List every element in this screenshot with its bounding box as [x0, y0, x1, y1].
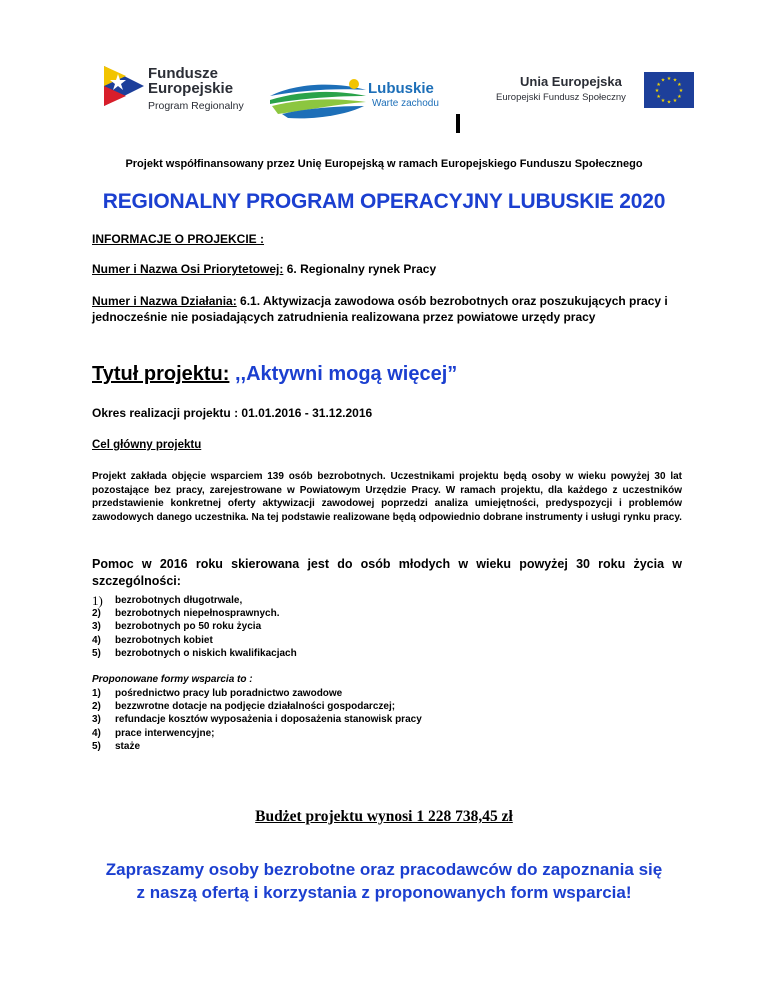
list-item: 1) pośrednictwo pracy lub poradnictwo zawodowe [92, 688, 343, 699]
budget-text: Budżet projektu wynosi 1 228 738,45 zł [255, 808, 513, 825]
list-item: 2) bezrobotnych niepełnosprawnych. [92, 608, 280, 620]
program-title: REGIONALNY PROGRAM OPERACYJNY LUBUSKIE 2020 [102, 190, 666, 213]
fundusze-europejskie-logo [104, 60, 254, 120]
svg-text:★: ★ [656, 81, 661, 88]
list-item: 3) bezrobotnych po 50 roku życia [92, 621, 262, 633]
lubuskie-name: Lubuskie [368, 80, 434, 97]
invitation-line2: z naszą ofertą i korzystania z proponowanych form wsparcia! [136, 883, 632, 902]
action-value: 6.1. Aktywizacja zawodowa osób bezrobotnych oraz poszukujących pracy i jednocześnie nie posiadających zatrudnienia realizowana przez powiatowe urzędy pracy [92, 294, 668, 324]
svg-text:★: ★ [672, 77, 678, 84]
support-forms-header: Proponowane formy wsparcia to : [92, 674, 253, 685]
svg-text:★: ★ [672, 98, 678, 104]
help-intro: Pomoc w 2016 roku skierowana jest do osób młodych w wieku powyżej 30 roku życia w szczególności: [92, 557, 682, 588]
goal-text: Projekt zakłada objęcie wsparciem 139 osób bezrobotnych. Uczestnikami projektu będą osoby w wieku powyżej 30 lat pozostające bez pracy, zarejestrowane w Powiatowym Urzędzie Pracy. W ramach projektu, dla każdego z uczestników przedstawienie konkretnej oferty aktywizacji zawodowej poprzedzi analiza umiejętności, predyspozycji i problemów zawodowych danego uczestnika. Na tej podstawie realizowane będą odpowiednio dobrane instrumenty i usługi rynku pracy. [92, 471, 682, 524]
svg-text:★: ★ [656, 93, 661, 100]
project-period: Okres realizacji projektu : 01.01.2016 - 31.12.2016 [92, 406, 373, 420]
priority-axis-value: 6. Regionalny rynek Pracy [283, 262, 437, 276]
list-item: 3) refundacje kosztów wyposażenia i doposażenia stanowisk pracy [92, 714, 422, 726]
action-info [92, 293, 682, 325]
svg-text:★: ★ [654, 87, 660, 94]
ue-logo-fund: Europejski Fundusz Społeczny [496, 92, 626, 103]
unia-europejska-logo [496, 72, 696, 112]
priority-axis-label: Numer i Nazwa Osi Priorytetowej: [92, 262, 284, 276]
svg-text:★: ★ [660, 77, 666, 84]
list-item: 4) bezrobotnych kobiet [92, 634, 213, 646]
fe-logo-line1: Fundusze [148, 65, 218, 82]
lubuskie-wave-icon [268, 74, 368, 124]
info-header: INFORMACJE O PROJEKCIE : [92, 232, 265, 246]
budget-statement [0, 808, 768, 826]
project-title [92, 363, 682, 386]
priority-axis [92, 262, 682, 276]
lubuskie-logo [268, 74, 448, 124]
project-title-label: Tytuł projektu: [92, 363, 230, 385]
list-item: 1) bezrobotnych długotrwale, [92, 593, 243, 608]
list-item: 4) prace interwencyjne; [92, 727, 215, 739]
list-item: 5) bezrobotnych o niskich kwalifikacjach [92, 647, 297, 659]
eu-flag-icon [644, 72, 694, 108]
stray-mark [456, 114, 460, 133]
support-forms-list [92, 687, 422, 753]
svg-text:★: ★ [677, 93, 682, 100]
svg-text:★: ★ [678, 87, 684, 94]
action-label: Numer i Nazwa Działania: [92, 294, 237, 308]
project-title-value: ,,Aktywni mogą więcej” [229, 363, 458, 385]
invitation-line1: Zapraszamy osoby bezrobotne oraz pracodawców do zapoznania się [105, 860, 663, 879]
svg-text:★: ★ [677, 81, 682, 88]
lubuskie-tagline: Warte zachodu [372, 98, 439, 109]
list-item: 5) staże [92, 740, 141, 752]
target-groups-list [92, 594, 297, 660]
ue-logo-name: Unia Europejska [520, 74, 622, 89]
svg-text:★: ★ [666, 76, 672, 82]
fe-logo-line3: Program Regionalny [148, 100, 244, 112]
svg-text:★: ★ [660, 98, 666, 104]
fe-logo-line2: Europejskie [148, 80, 234, 97]
invitation [0, 858, 768, 904]
svg-text:★: ★ [666, 99, 672, 106]
goal-header: Cel główny projektu [92, 439, 202, 451]
cofinance-note: Projekt współfinansowany przez Unię Europejską w ramach Europejskiego Funduszu Społecznego [125, 158, 643, 170]
fe-star-icon [104, 60, 144, 112]
list-item: 2) bezzwrotne dotacje na podjęcie działalności gospodarczej; [92, 701, 396, 713]
